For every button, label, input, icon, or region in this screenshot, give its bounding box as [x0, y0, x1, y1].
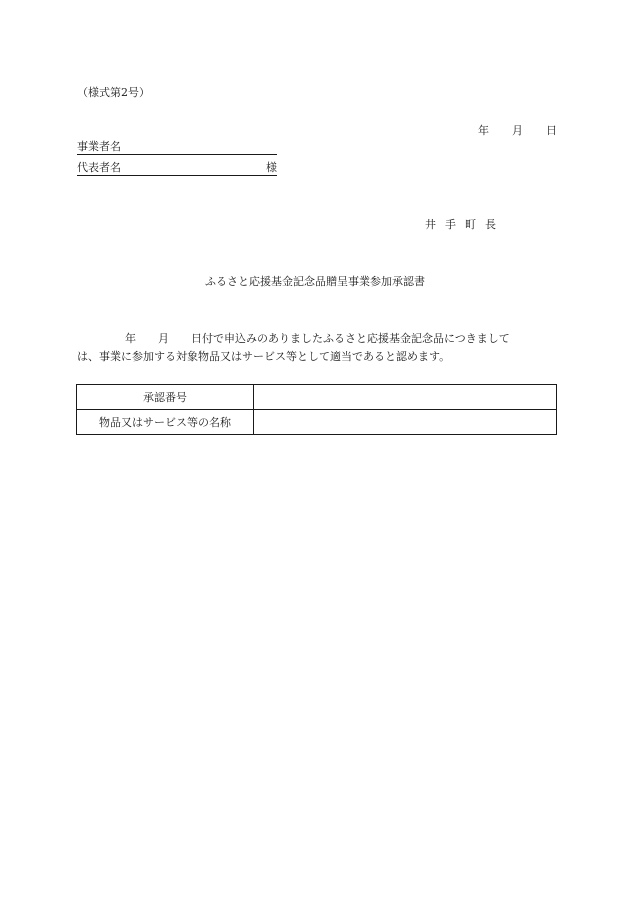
approval-table — [76, 384, 557, 435]
date-day-label: 日 — [546, 124, 557, 137]
table-row — [77, 385, 557, 410]
body-line2: は、事業に参加する対象物品又はサービス等として適当であると認めます。 — [77, 350, 451, 363]
body-text — [77, 330, 557, 366]
table-row — [77, 410, 557, 435]
representative-field[interactable] — [77, 161, 277, 176]
item-name-value[interactable] — [254, 410, 557, 435]
date-year-label: 年 — [478, 124, 489, 137]
body-month: 月 — [158, 332, 169, 345]
business-name-label: 事業者名 — [77, 140, 121, 153]
business-name-field[interactable] — [77, 140, 277, 155]
date-month-label: 月 — [512, 124, 523, 137]
representative-label: 代表者名 — [77, 161, 121, 174]
document-title: ふるさと応援基金記念品贈呈事業参加承認書 — [205, 275, 425, 288]
approval-number-value[interactable] — [254, 385, 557, 410]
form-number: （様式第2号） — [77, 86, 150, 99]
body-line1-rest: 日付で申込みのありましたふるさと応援基金記念品につきまして — [191, 332, 510, 345]
mayor-title: 井手町長 — [425, 218, 505, 231]
item-name-label: 物品又はサービス等の名称 — [77, 410, 254, 435]
representative-suffix: 様 — [266, 161, 277, 174]
approval-number-label: 承認番号 — [77, 385, 254, 410]
body-year: 年 — [125, 332, 136, 345]
date-line — [478, 122, 557, 138]
